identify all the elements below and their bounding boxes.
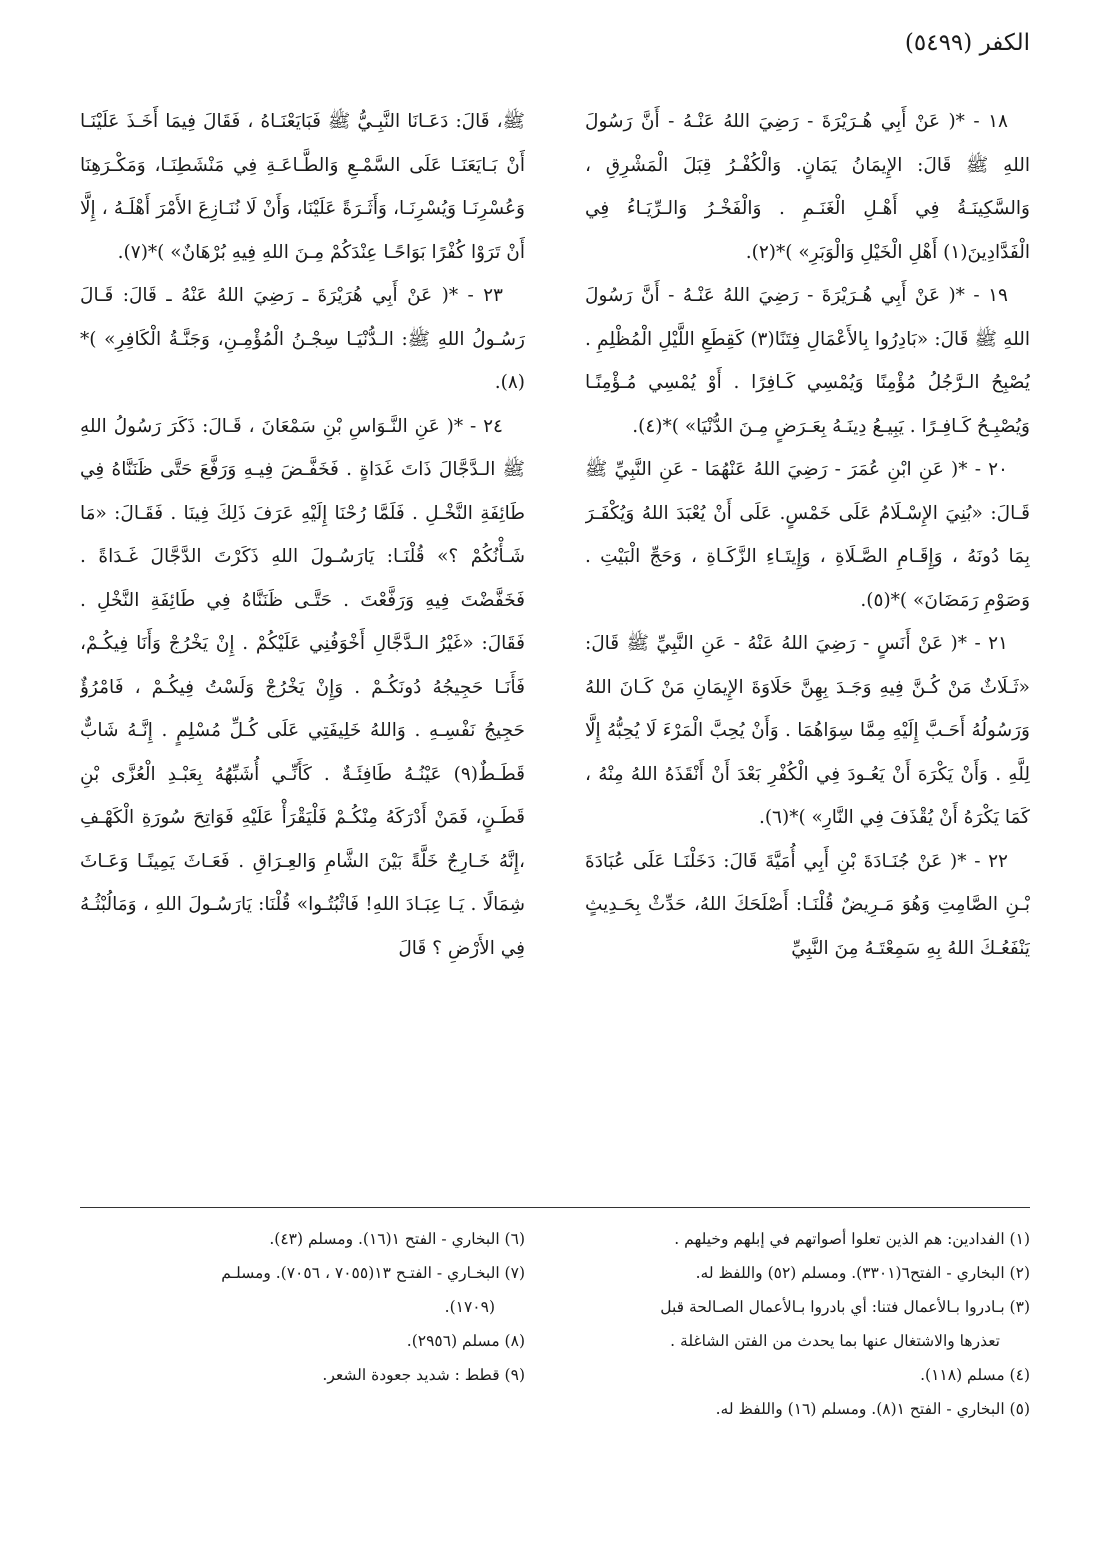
hadith-23: ٢٣ - *( عَنْ أَبِي هُرَيْرَةَ ـ رَضِيَ اللهُ عَنْهُ ـ قَالَ: قَـالَ رَسُـولُ اللهِ ﷺ: الـدُّنْيَـا سِجْـنُ الْمُؤْمِـنِ، وَجَنَّـةُ الْكَافِرِ» )*(٨). <box>80 285 525 393</box>
footnotes-left-column <box>80 1222 525 1392</box>
footnote-1: (١) الفدادين: هم الذين تعلوا أصواتهم في إبلهم وخيلهم . <box>674 1230 1030 1248</box>
hadith-20: ٢٠ - *( عَنِ ابْنِ عُمَرَ - رَضِيَ اللهُ عَنْهُمَا - عَنِ النَّبِيِّ ﷺ قَـالَ: «بُنِيَ الإِسْـلَامُ عَلَى خَمْسٍ. عَلَى أَنْ يُعْبَدَ اللهُ وَيُكْفَـرَ بِمَا دُونَهُ ، وَإِقَـامِ الصَّـلَاةِ ، وَإِيتَـاءِ الزَّكَـاةِ ، وَحَجِّ الْبَيْتِ . وَصَوْمِ رَمَضَانَ» )*(٥). <box>585 459 1030 611</box>
footnotes-right-column <box>585 1222 1030 1426</box>
footnote-7-continuation: (١٧٠٩). <box>444 1298 495 1316</box>
left-column <box>80 100 525 1200</box>
hadith-18: ١٨ - *( عَنْ أَبِي هُـرَيْرَةَ - رَضِيَ اللهُ عَنْـهُ - أَنَّ رَسُولَ اللهِ ﷺ قَالَ: الإِيمَانُ يَمَانٍ. وَالْكُفْـرُ قِبَلَ الْمَشْرِقِ ، وَالسَّكِينَـةُ فِي أَهْـلِ الْغَنَـمِ . وَالْفَخْـرُ وَالـرِّيَـاءُ فِي الْفَدَّادِينَ(١) أَهْلِ الْخَيْلِ وَالْوَبَرِ» )*(٢). <box>585 111 1030 263</box>
hadith-19: ١٩ - *( عَنْ أَبِي هُـرَيْرَةَ - رَضِيَ اللهُ عَنْـهُ - أَنَّ رَسُولَ اللهِ ﷺ قَالَ: «بَادِرُوا بِالأَعْمَالِ فِتَنًا(٣) كَقِطَعِ اللَّيْلِ الْمُظْلِمِ . يُصْبِحُ الـرَّجُلُ مُؤْمِنًا وَيُمْسِي كَـافِرًا . أَوْ يُمْسِي مُـؤْمِنًـا وَيُصْبِـحُ كَـافِـرًا . يَبِيـعُ دِينَـهُ بِعَـرَضٍ مِـنَ الدُّنْيَا» )*(٤). <box>585 285 1030 437</box>
footnote-3: (٣) بـادروا بـالأعمال فتنا: أي بادروا بـالأعمال الصـالحة قبل <box>660 1298 1030 1316</box>
hadith-22-continued: ﷺ، قَالَ: دَعَـانَا النَّبِـيُّ ﷺ فَبَايَعْنَـاهُ ، فَقَالَ فِيمَا أَخَـذَ عَلَيْنَـا أَنْ بَـايَعَنَـا عَلَى السَّمْـعِ وَالطَّـاعَـةِ فِي مَنْشَطِنَـا، وَمَكْـرَهِنَا وَعُسْرِنَـا وَيُسْرِنَـا، وَأَثَـرَةً عَلَيْنَا، وَأَنْ لَا نُنَـازِعَ الأَمْرَ أَهْلَـهُ ، إِلَّا أَنْ تَرَوْا كُفْرًا بَوَاحًـا عِنْدَكُمْ مِـنَ اللهِ فِيهِ بُرْهَانٌ» )*(٧). <box>80 111 525 263</box>
right-column <box>585 100 1030 1200</box>
footnote-3-continuation: تعذرها والاشتغال عنها بما يحدث من الفتن الشاغلة . <box>670 1332 1000 1350</box>
footnote-7: (٧) البخـاري - الفتـح ١٣(٧٠٥٥ ، ٧٠٥٦). ومسلـم <box>221 1264 525 1282</box>
footnote-2: (٢) البخاري - الفتح٦(٣٣٠١). ومسلم (٥٢) واللفظ له. <box>695 1264 1030 1282</box>
running-title: الكفر (٥٤٩٩) <box>904 30 1030 56</box>
main-text <box>80 100 1030 1200</box>
footnote-7-continued <box>80 1290 525 1324</box>
hadith-24: ٢٤ - *( عَنِ النَّـوَاسِ بْنِ سَمْعَانَ ، قَـالَ: ذَكَرَ رَسُولُ اللهِ ﷺ الـدَّجَّالَ ذَاتَ غَدَاةٍ . فَخَفَّـضَ فِيـهِ وَرَفَّعَ حَتَّى ظَنَنَّاهُ فِي طَائِفَةِ النَّخْـلِ . فَلَمَّا رُحْنَا إِلَيْهِ عَرَفَ ذَلِكَ فِينَا . فَقَـالَ: «مَا شَـأْنُكُمْ ؟» قُلْنَـا: يَارَسُـولَ اللهِ ذَكَرْتَ الدَّجَّالَ غَـدَاةً . فَخَفَّضْتَ فِيهِ وَرَفَّعْتَ . حَتَّـى ظَنَنَّاهُ فِي طَائِفَةِ النَّخْلِ . فَقَالَ: «غَيْرُ الـدَّجَّالِ أَخْوَفُنِي عَلَيْكُمْ . إِنْ يَخْرُجْ وَأَنَا فِيكُـمْ، فَأَنَـا حَجِيجُهُ دُونَكُـمْ . وَإِنْ يَخْرُجْ وَلَسْتُ فِيكُـمْ ، فَامْرُؤٌ حَجِيجُ نَفْسِـهِ . وَاللهُ خَلِيفَتِي عَلَى كُـلِّ مُسْلِمٍ . إِنَّـهُ شَابٌّ قَطَـطٌ(٩) عَيْنُـهُ طَافِئَـةٌ . كَأَنِّـي أُشَبِّهُهُ بِعَبْـدِ الْعُزَّى بْنِ قَطَـنٍ، فَمَنْ أَدْرَكَهُ مِنْكُـمْ فَلْيَقْرَأْ عَلَيْهِ فَوَاتِحَ سُورَةِ الْكَهْـفِ ،إِنَّهُ خَـارِجٌ خَلَّةً بَيْنَ الشَّامِ وَالعِـرَاقِ . فَعَـاثَ يَمِينًـا وَعَـاثَ شِمَالًا . يَـا عِبَـادَ اللهِ! فَاثْبُتُـوا» قُلْنَا: يَارَسُـولَ اللهِ ، وَمَالُبْثُـهُ فِي الأَرْضِ ؟ قَالَ <box>80 415 525 959</box>
footnotes <box>80 1222 1030 1472</box>
footnote-8: (٨) مسلم (٢٩٥٦). <box>406 1332 525 1350</box>
footnote-3-continued <box>585 1324 1030 1358</box>
footnote-6: (٦) البخاري - الفتح ١(١٦). ومسلم (٤٣). <box>269 1230 525 1248</box>
footnote-4: (٤) مسلم (١١٨). <box>920 1366 1030 1384</box>
hadith-22: ٢٢ - *( عَنْ جُنَـادَةَ بْنِ أَبِي أُمَيَّةَ قَالَ: دَخَلْنَـا عَلَى عُبَادَةَ بْـنِ الصَّامِتِ وَهُوَ مَـرِيضٌ قُلْنَـا: أَصْلَحَكَ اللهُ، حَدِّثْ بِحَـدِيثٍ يَنْفَعُـكَ اللهُ بِهِ سَمِعْتَـهُ مِنَ النَّبِيِّ <box>585 850 1030 959</box>
footnote-5: (٥) البخاري - الفتح ١(٨). ومسلم (١٦) واللفظ له. <box>715 1400 1030 1418</box>
footnote-9: (٩) قطط : شديد جعودة الشعر. <box>322 1366 525 1384</box>
footnote-separator <box>80 1207 1030 1208</box>
page-header <box>80 30 1030 64</box>
hadith-21: ٢١ - *( عَنْ أَنَسٍ - رَضِيَ اللهُ عَنْهُ - عَنِ النَّبِيِّ ﷺ قَالَ: «ثَـلَاثٌ مَنْ كُـنَّ فِيهِ وَجَـدَ بِهِنَّ حَلَاوَةَ الإِيمَانِ مَنْ كَـانَ اللهُ وَرَسُولُهُ أَحَـبَّ إِلَيْهِ مِمَّا سِوَاهُمَا . وَأَنْ يُحِبَّ الْمَرْءَ لَا يُحِبُّهُ إِلَّا لِلَّهِ . وَأَنْ يَكْرَهَ أَنْ يَعُـودَ فِي الْكُفْرِ بَعْدَ أَنْ أَنْقَذَهُ اللهُ مِنْهُ ، كَمَا يَكْرَهُ أَنْ يُقْذَفَ فِي النَّارِ» )*(٦). <box>585 633 1030 828</box>
